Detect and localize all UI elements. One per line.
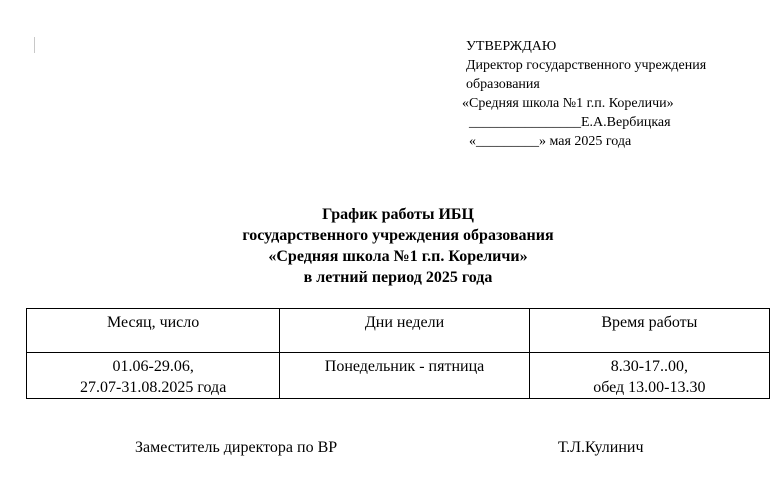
dates-line-2: 27.07-31.08.2025 года [80, 379, 227, 396]
approval-school: «Средняя школа №1 г.п. Кореличи» [462, 96, 674, 111]
schedule-table [26, 308, 770, 399]
table-header-row [27, 309, 770, 353]
approval-block [462, 37, 706, 151]
header-days: Дни недели [280, 309, 529, 353]
document-title [0, 204, 784, 288]
cell-time [529, 353, 769, 399]
text-cursor-mark [34, 37, 35, 53]
dates-line-1: 01.06-29.06, [112, 358, 194, 375]
time-line-2: обед 13.00-13.30 [593, 379, 706, 396]
approval-position-cont: образования [466, 77, 540, 92]
signature-blank: ________________ [469, 115, 581, 130]
table-row [27, 353, 770, 399]
approval-date-line [462, 132, 706, 151]
signer-name: Т.Л.Кулинич [558, 439, 644, 456]
header-time: Время работы [529, 309, 769, 353]
date-blank: _________ [476, 134, 539, 149]
title-line-3: «Средняя школа №1 г.п. Кореличи» [268, 248, 528, 265]
title-line-1: График работы ИБЦ [322, 206, 474, 223]
date-open-quote: « [469, 134, 476, 149]
approval-signature-line [462, 113, 706, 132]
date-rest: » мая 2025 года [539, 134, 632, 149]
header-month: Месяц, число [27, 309, 280, 353]
approver-name: Е.А.Вербицкая [581, 115, 671, 130]
time-line-1: 8.30-17..00, [610, 358, 689, 375]
signer-position: Заместитель директора по ВР [135, 439, 338, 456]
approval-position: Директор государственного учреждения [466, 58, 707, 73]
cell-dates [27, 353, 280, 399]
title-line-4: в летний период 2025 года [303, 269, 493, 286]
cell-days: Понедельник - пятница [280, 353, 529, 399]
approval-heading: УТВЕРЖДАЮ [466, 39, 557, 54]
title-line-2: государственного учреждения образования [242, 227, 554, 244]
